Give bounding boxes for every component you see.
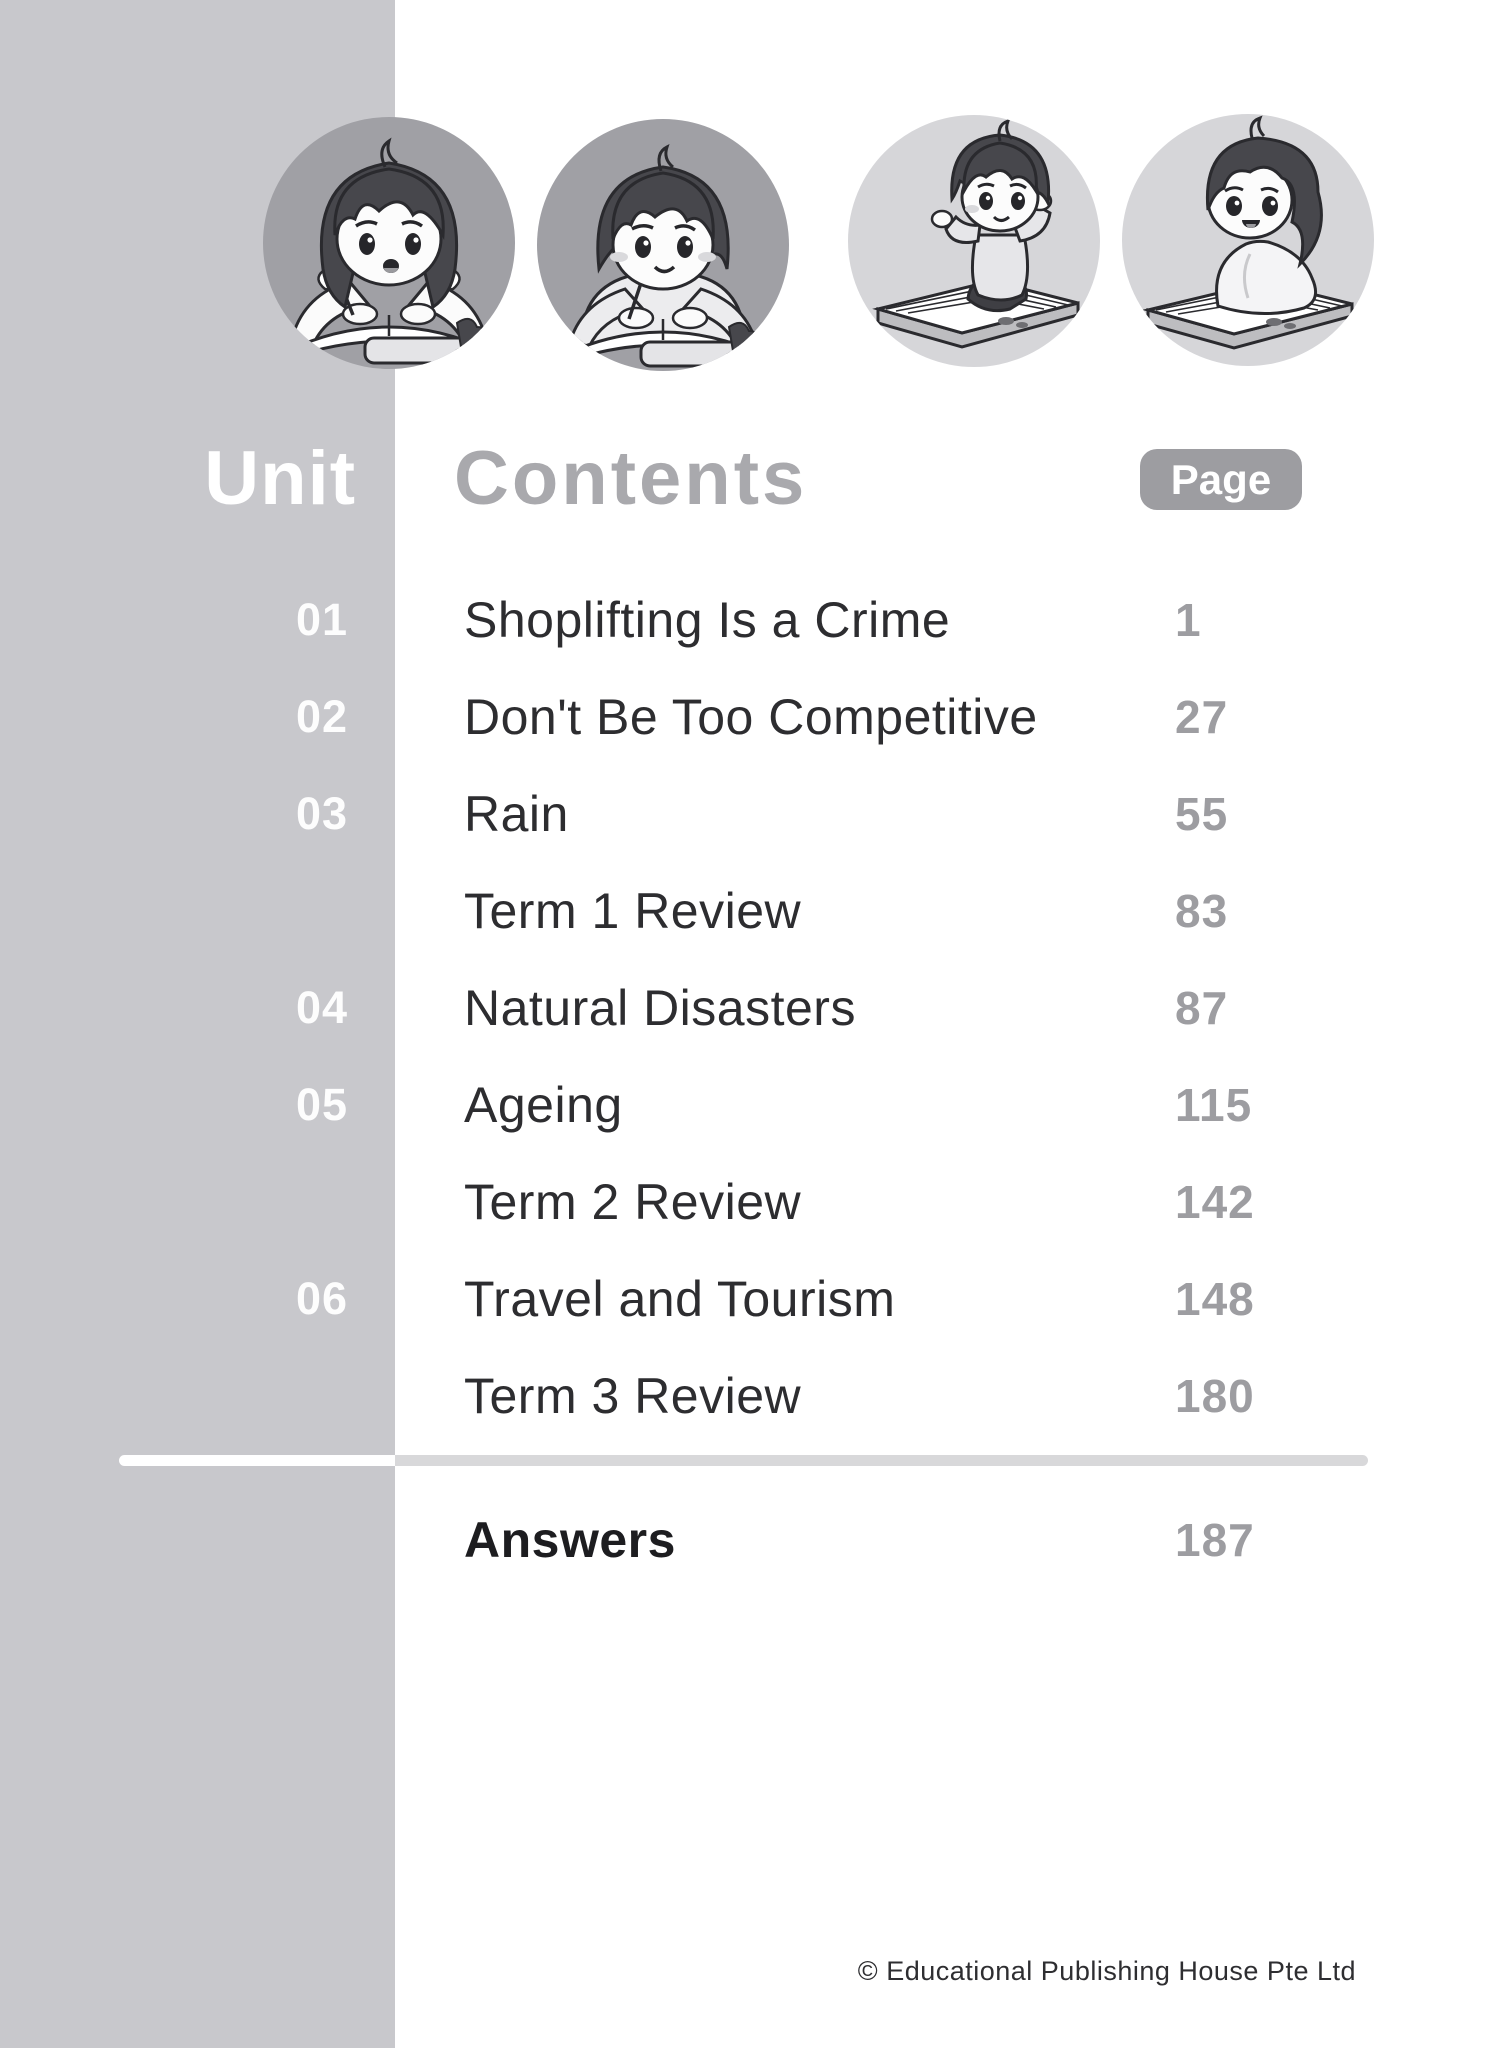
toc-row bbox=[0, 1153, 1497, 1250]
boy-on-flying-book-icon bbox=[848, 115, 1100, 367]
page-number: 180 bbox=[1175, 1369, 1255, 1422]
chapter-title: Travel and Tourism bbox=[464, 1270, 896, 1327]
page-number: 87 bbox=[1175, 981, 1229, 1034]
unit-number: 01 bbox=[295, 593, 348, 645]
toc-row bbox=[0, 571, 1497, 668]
boy-writing-icon bbox=[537, 119, 789, 371]
page-number: 83 bbox=[1175, 884, 1229, 937]
page-number: 1 bbox=[1175, 593, 1202, 646]
page-title: Contents bbox=[454, 436, 808, 521]
toc-list bbox=[0, 571, 1497, 1444]
illustration-girl-writing bbox=[263, 117, 515, 369]
answers-page-number: 187 bbox=[1175, 1514, 1255, 1566]
unit-number: 05 bbox=[295, 1078, 348, 1130]
unit-number: 02 bbox=[295, 690, 348, 742]
answers-title: Answers bbox=[464, 1512, 676, 1568]
chapter-title: Term 2 Review bbox=[464, 1173, 802, 1230]
page-column-badge: Page bbox=[1140, 449, 1302, 510]
unit-column-heading: Unit bbox=[204, 436, 356, 521]
unit-number: 06 bbox=[295, 1272, 348, 1324]
chapter-title: Term 1 Review bbox=[464, 882, 802, 939]
page-number: 115 bbox=[1175, 1078, 1253, 1131]
page-number: 55 bbox=[1175, 787, 1229, 840]
unit-number: 03 bbox=[295, 787, 348, 839]
chapter-title: Rain bbox=[464, 785, 569, 842]
toc-row bbox=[0, 668, 1497, 765]
chapter-title: Term 3 Review bbox=[464, 1367, 802, 1424]
toc-row bbox=[0, 1056, 1497, 1153]
illustration-boy-writing bbox=[537, 119, 789, 371]
chapter-title: Don't Be Too Competitive bbox=[464, 688, 1038, 745]
unit-number: 04 bbox=[295, 981, 348, 1033]
copyright-notice: © Educational Publishing House Pte Ltd bbox=[857, 1956, 1356, 1986]
toc-row bbox=[0, 765, 1497, 862]
chapter-title: Natural Disasters bbox=[464, 979, 856, 1036]
toc-row bbox=[0, 959, 1497, 1056]
girl-writing-icon bbox=[263, 117, 515, 369]
toc-row bbox=[0, 862, 1497, 959]
chapter-title: Shoplifting Is a Crime bbox=[464, 591, 951, 648]
girl-on-flying-book-icon bbox=[1122, 114, 1374, 366]
toc-row bbox=[0, 1250, 1497, 1347]
answers-row bbox=[0, 1456, 1497, 1566]
page-number: 27 bbox=[1175, 690, 1229, 743]
page-number: 148 bbox=[1175, 1272, 1255, 1325]
illustration-boy-flying-book bbox=[848, 115, 1100, 367]
chapter-title: Ageing bbox=[464, 1076, 623, 1133]
toc-row bbox=[0, 1347, 1497, 1444]
page-number: 142 bbox=[1175, 1175, 1255, 1228]
illustration-girl-flying-book bbox=[1122, 114, 1374, 366]
